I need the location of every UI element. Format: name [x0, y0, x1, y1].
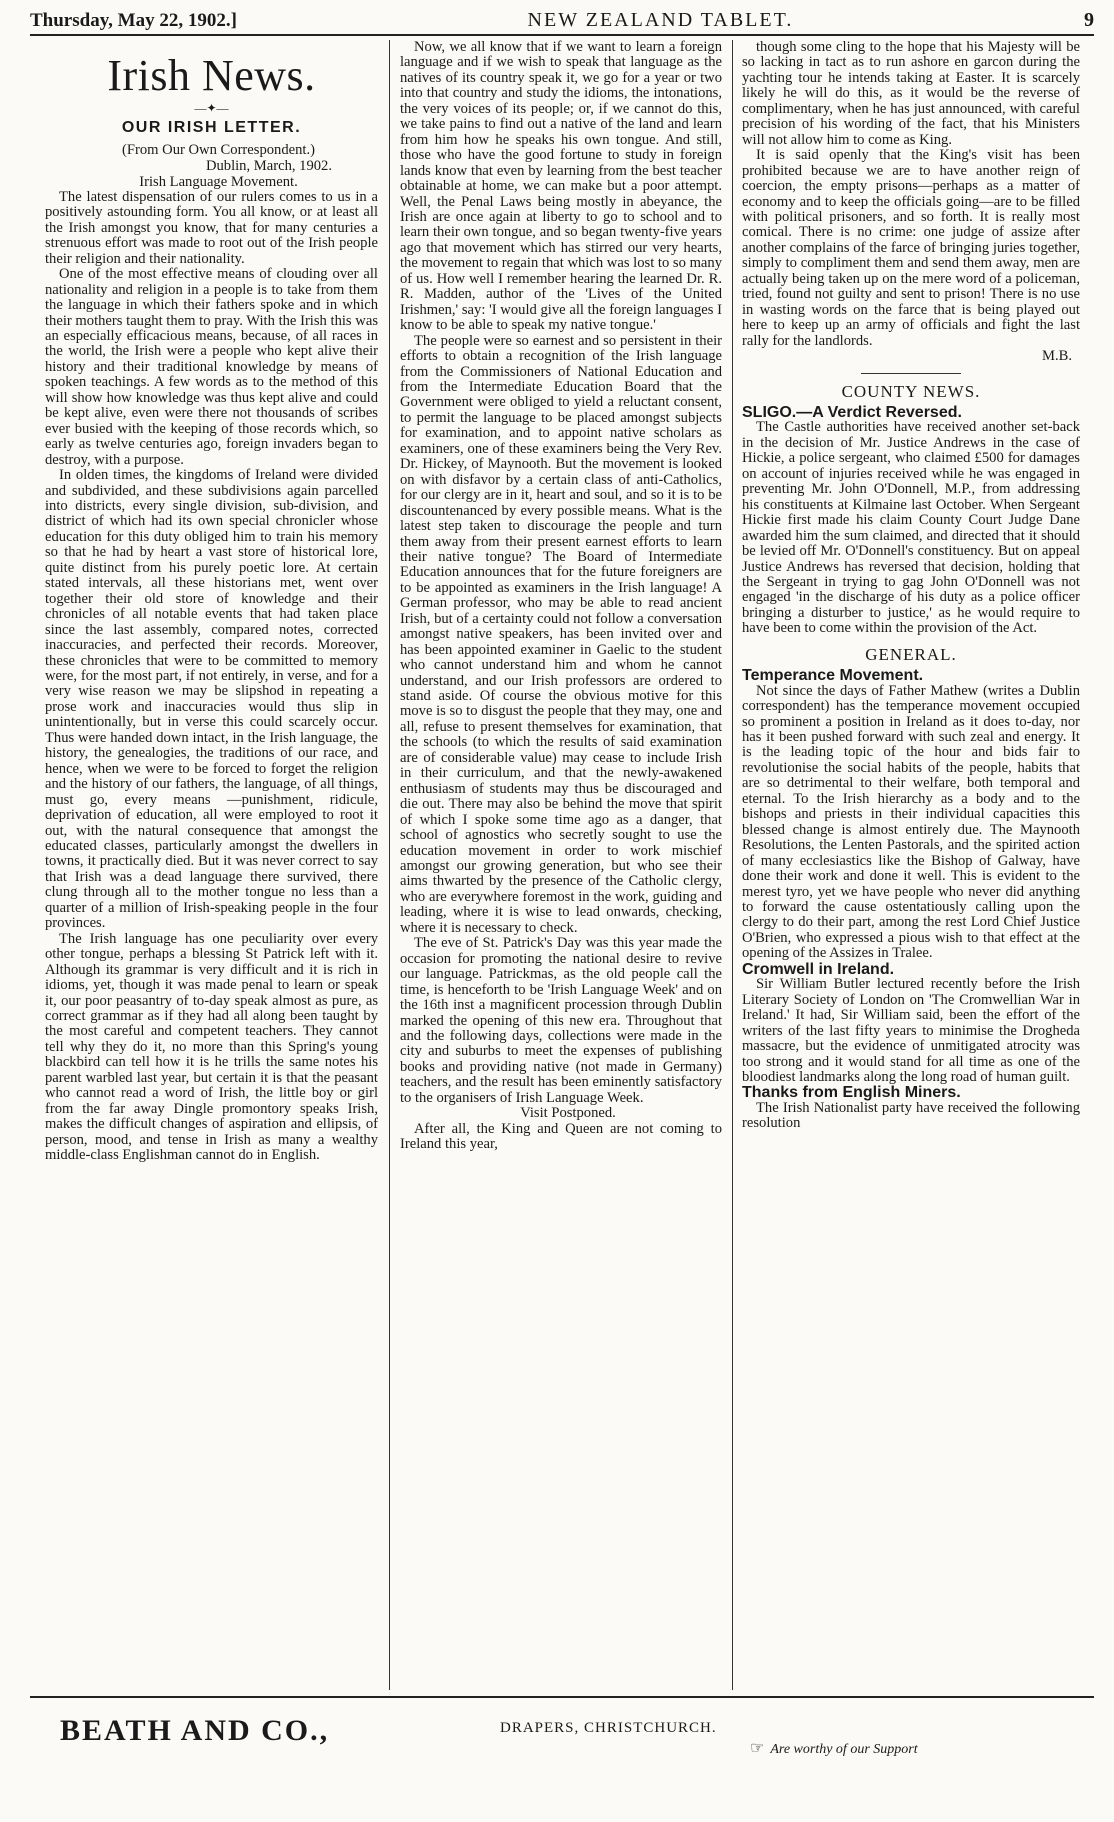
slogan-text: Are worthy of our Support [770, 1742, 918, 1757]
advertiser-name: BEATH AND CO., [60, 1714, 330, 1747]
advertiser-slogan [750, 1738, 918, 1758]
paragraph: Sir William Butler lectured recently before the Irish Literary Society of London on 'The Cromwellian War in Ireland.' It had, Sir William said, been the effort of the writers of the last fifty years to minimise the Drogheda massacre, but the evidence of unmitigated atrocity was too strong and it would stand for all time as one of the bloodiest landmarks along the long road of human guilt. [742, 976, 1080, 1085]
advertiser-trade: DRAPERS, CHRISTCHURCH. [500, 1720, 717, 1736]
article-heading-miners: Thanks from English Miners. [742, 1084, 961, 1102]
section-heading-general: GENERAL. [865, 644, 957, 664]
byline: (From Our Own Correspondent.) [122, 142, 315, 159]
column-rule-2 [732, 40, 733, 1690]
paragraph: In olden times, the kingdoms of Ireland were divided and subdivided, and these subdivisions again parcelled into districts, every single division, sub-division, and district of which had its own special chronicler whose education for this duty obliged him to train his memory so that he had by heart a vast store of historical lore, quite distinct from his purely poetic lore. At certain stated intervals, all these historians met, went over together their old store of knowledge and their chronicles of all notable events that had taken place since the last assembly, compared notes, corrected inaccuracies, and perfected their records. Moreover, these chronicles that were to be committed to memory were, for the most part, if not entirely, in verse, and for a very wise reason we may be slipshod in repeating a prose work and inaccuracies would thus slip in unintentionally, but in verse this could scarcely occur. Thus were handed down intact, in the Irish language, the history, the genealogies, the traditions of our race, and hence, when we were to be forced to forget the religion and the history of our fathers, the language, of all things, must go, every means —punishment, ridicule, deprivation of education, all were employed to root it out, with the natural consequence that amongst the educated classes, particularly amongst the dwellers in towns, it practically died. But it was never correct to say that Irish was a dead language there survived, there clung through all to the mother tongue no less than a quarter of a million of Irish-speaking people in the four provinces. [45, 467, 378, 932]
paragraph: After all, the King and Queen are not coming to Ireland this year, [400, 1120, 722, 1153]
page-number: 9 [1083, 9, 1094, 31]
column-3 [742, 40, 1080, 1685]
column-1 [45, 40, 378, 1685]
paragraph: The Irish language has one peculiarity over every other tongue, perhaps a blessing St Patrick left with it. Although its grammar is very difficult and it is rich in idioms, yet, though it was made penal to learn or speak it, our poor peasantry of to-day speak almost as pure, as correct grammar as if they had all along been taught by the most careful and competent teachers. They cannot tell why they do it, no more than this Spring's young blackbird can tell how it is he trills the same notes his parent warbled last year, but certain it is that the peasant who cannot read a word of Irish, the little boy or girl from the far away Dingle promontory speaks Irish, makes the difficult changes of aspiration and ellipsis, of person, mood, and tense in Irish as many a wealthy middle-class Englishman cannot do in English. [45, 930, 378, 1164]
topic-heading: Irish Language Movement. [139, 173, 298, 190]
paragraph: though some cling to the hope that his Majesty will be so lacking in tact as to run ashore en garcon during the yachting tour he intends taking at Easter. It is scarcely likely he will do this, as it would be the reverse of complimentary, when he has just announced, with careful precision of his wording of the fact, that his Ministers will not allow him to come as King. [742, 40, 1080, 148]
newspaper-title: NEW ZEALAND TABLET. [527, 9, 794, 31]
section-heading-county-news: COUNTY NEWS. [841, 381, 981, 401]
paragraph: The people were so earnest and so persistent in their efforts to obtain a recognition of the Irish language from the Commissioners of National Education and from the Intermediate Education Board that the Government were obliged to yield a reluctant consent, to permit the language to be placed amongst subjects for examination, and to appoint native scholars as examiners, one of these examiners being the Very Rev. Dr. Hickey, of Maynooth. But the movement is looked on with disfavor by a certain class of anti-Catholics, for our clergy are in it, heart and soul, and so it is to be discountenanced by every possible means. What is the latest step taken to discourage the people and turn them away from their present earnest efforts to learn their native tongue? The Board of Intermediate Education announces that for the future foreigners are to be appointed as examiners in the Irish language! A German professor, who may be able to read ancient Irish, but of a certainty could not follow a conversation amongst native speakers, has been invited over and has been appointed examiner in Gaelic to the student who cannot understand him and whom he cannot understand, and our Irish professors are ordered to stand aside. Of course the obvious motive for this move is so to disgust the people that they may, one and all, refuse to present themselves for examination, that the schools (to which the results of said examination are of considerable value) may cease to include Irish in their curriculum, and that the newly-awakened enthusiasm of students may thus be discouraged and die out. There may also be behind the move that spirit of which I spoke some time ago as a danger, that school of agnostics who secretly sought to use the education movement in order to work mischief amongst our growing generation, but who see their aims thwarted by the presence of the Catholic clergy, who are everywhere foremost in the work, guiding and leading, where it is wise to lead onwards, checking, where it is necessary to check. [400, 332, 722, 936]
divider [861, 373, 961, 374]
article-heading-temperance: Temperance Movement. [742, 667, 924, 685]
paragraph: The latest dispensation of our rulers comes to us in a positively astounding form. You all know, or at least all the Irish amongst you know, that for many centuries a strenuous effort was made to root out of the Irish people their religion and their nationality. [45, 188, 378, 267]
paragraph: The eve of St. Patrick's Day was this year made the occasion for promoting the national desire to revive our language. Patrickmas, as the old people call the time, is henceforth to be 'Irish Language Week' and on the 16th inst a magnificent procession through Dublin marked the opening of this new era. Throughout that and the following days, collections were made in the city and suburbs to meet the expenses of publishing books and providing native (not made in Germany) teachers, and the result has been eminently satisfactory to the organisers of Irish Language Week. [400, 935, 722, 1106]
article-heading-sligo: SLIGO.—A Verdict Reversed. [742, 403, 962, 421]
masthead [30, 4, 1094, 36]
pointing-hand-icon: ☞ [750, 1740, 765, 1757]
column-2 [400, 40, 722, 1685]
column-rule-1 [389, 40, 390, 1690]
paragraph: It is said openly that the King's visit has been prohibited because we are to have another reign of coercion, the empty prisons—perhaps as a matter of economy and to keep the officials going—are to be filled with political prisoners, and so forth. It is really most comical. There is no crime: one judge of assize after another complains of the farce of bringing juries together, simply to compliment them and send them away, men are actually being taken up on the mere word of a policeman, tried, found not guilty and sent to prison! There is no use in wasting words on the farce that is being played out here to keep up an army of officials and fight the last rally for the landlords. [742, 147, 1080, 349]
footer-rule [30, 1696, 1094, 1698]
article-title: OUR IRISH LETTER. [121, 119, 302, 136]
section-heading-irish-news: Irish News. [107, 51, 316, 100]
topic-heading: Visit Postponed. [520, 1105, 616, 1122]
signature: M.B. [1041, 348, 1072, 365]
advertisement-footer [60, 1712, 1080, 1772]
paragraph: Now, we all know that if we want to learn a foreign language and if we wish to speak that language as the natives of its country speak it, we go for a year or two into that country and study the idioms, the intonations, the very voices of its people; or, if we cannot do this, we take pains to find out a native of the land and learn from him how he speaks his own tongue. And still, those who have the good fortune to study in foreign lands know that even by learning from the best teacher obtainable at home, we can make but a poor attempt. Well, the Penal Laws being mostly in abeyance, the Irish are once again at liberty to go to school and to learn their own tongue, and so began twenty-five years ago that movement which has stirred our very hearts, the movement to regain that which was lost to so many of us. How well I remember hearing the learned Dr. R. R. Madden, author of the 'Lives of the United Irishmen,' say: 'I would give all the foreign languages I know to be able to speak my native tongue.' [400, 40, 722, 334]
dateline: Dublin, March, 1902. [205, 158, 332, 175]
paragraph: Not since the days of Father Mathew (writes a Dublin correspondent) has the temperance movement occupied so prominent a position in Ireland as it does to-day, nor has it been pushed forward with such zeal and energy. It is the leading topic of the hour and bids fair to revolutionise the social habits of the people, habits that are so detrimental to their welfare, both temporal and eternal. To the Irish hierarchy as a body and to the bishops and priests in their individual capacities this blessed change is almost entirely due. The Maynooth Resolutions, the Lenten Pastorals, and the spirited action of many ecclesiastics like the Bishop of Galway, have done their work and done it well. This is evident to the merest tyro, yet we have people who never did anything to forward the cause ostentatiously calling upon the clergy to do their part, among the rest Lord Chief Justice O'Brien, who expressed a pious wish to that effect at the opening of the Assizes in Tralee. [742, 682, 1080, 962]
issue-date: Thursday, May 22, 1902.] [30, 10, 237, 31]
article-heading-cromwell: Cromwell in Ireland. [742, 960, 895, 978]
paragraph: The Irish Nationalist party have received the following resolution [742, 1099, 1080, 1132]
ornament-divider: —✦— [194, 101, 229, 115]
paragraph: One of the most effective means of clouding over all nationality and religion in a people is to take from them the language in which their fathers spoke and in which their mothers taught them to pray. With the Irish this was an especially efficacious means, because, of all races in the world, the Irish were a people who kept alive their history and their traditional knowledge by means of spoken teachings. A few words as to the method of this will show how knowledge was thus kept alive and could be kept alive, even were there not thousands of scribes ever busied with the keeping of those records which, so early as twelve centuries ago, foreign invaders began to destroy, with a purpose. [45, 266, 378, 468]
paragraph: The Castle authorities have received another set-back in the decision of Mr. Justice Andrews in the case of Hickie, a police sergeant, who claimed £500 for damages on account of injuries received while he was engaged in preventing Mr. John O'Donnell, M.P., from addressing his constituents at Kilmaine last October. When Sergeant Hickie first made his claim County Court Judge Dane awarded him the sum claimed, and directed that it should be levied off Mr. O'Donnell's constituency. But on appeal Justice Andrews has reversed that decision, holding that the Sergeant in trying to gag John O'Donnell was not engaged 'in the discharge of his duty as a police officer bringing a disturber to justice,' as he would require to have been to come within the provision of the Act. [742, 419, 1080, 637]
